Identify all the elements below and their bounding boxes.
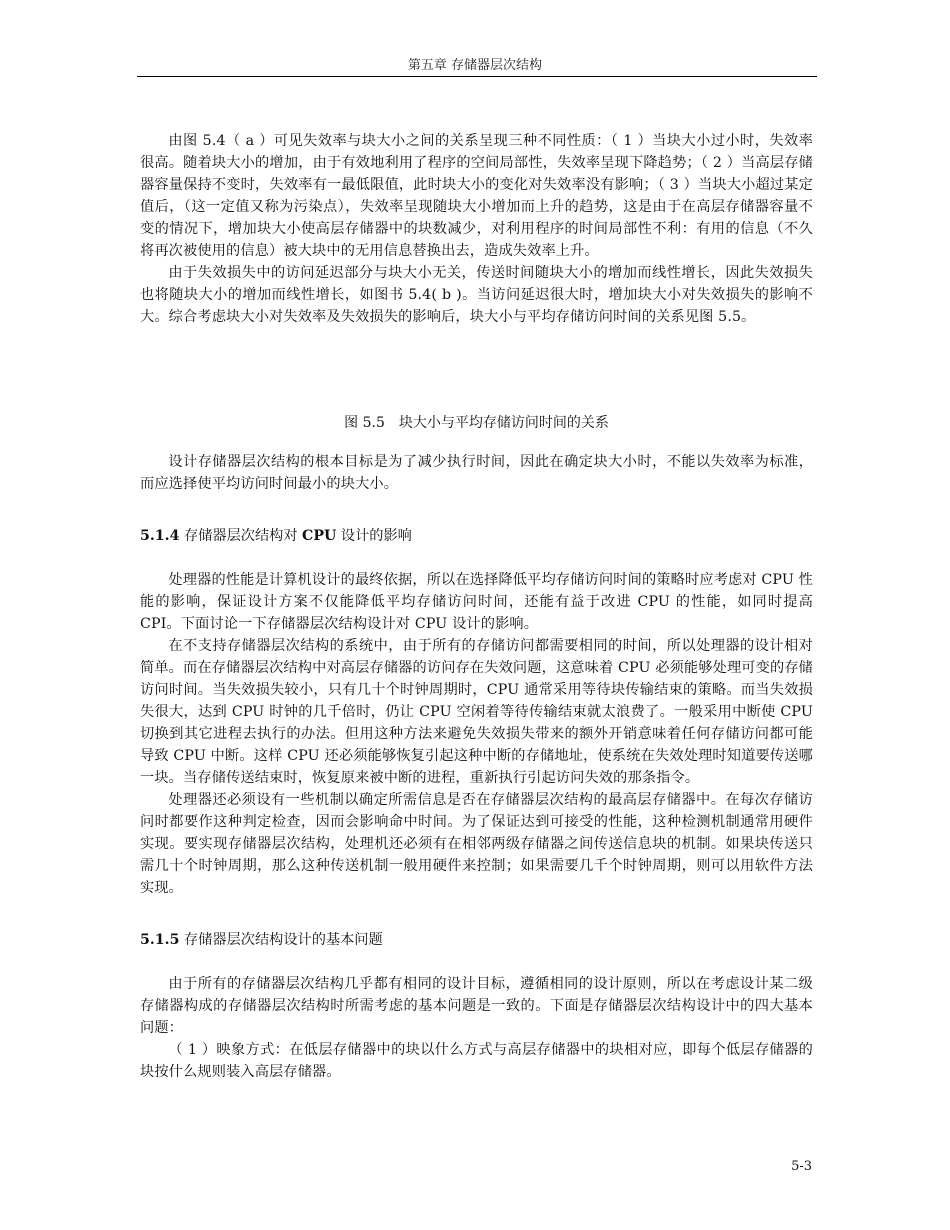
figure-placeholder — [140, 328, 813, 412]
section-number: 5.1.4 — [140, 528, 180, 544]
paragraph-design-goal: 设计存储器层次结构的根本目标是为了减少执行时间，因此在确定块大小时，不能以失效率为标准，而应选择使平均访问时间最小的块大小。 — [140, 454, 813, 492]
section-number: 5.1.5 — [140, 932, 180, 948]
paragraph-basic-problems: 由于所有的存储器层次结构几乎都有相同的设计目标，遵循相同的设计原则，所以在考虑设计某二级存储器构成的存储器层次结构时所需考虑的基本问题是一致的。下面是存储器层次结构设计中的四大基本问题： — [140, 976, 813, 1036]
section-title-part: 设计的影响 — [336, 528, 412, 544]
section-title-cpu: CPU — [302, 528, 337, 544]
section-heading-5-1-5 — [140, 929, 813, 951]
paragraph-mapping-method: （ 1 ）映象方式：在低层存储器中的块以什么方式与高层存储器中的块相对应，即每个低层存储器的块按什么规则装入高层存储器。 — [140, 1042, 813, 1080]
section-title-part: 存储器层次结构对 — [179, 528, 303, 544]
figure-caption: 图 5.5 块大小与平均存储访问时间的关系 — [344, 415, 609, 431]
header-rule — [137, 76, 817, 77]
paragraph-cpu-performance: 处理器的性能是计算机设计的最终依据，所以在选择降低平均存储访问时间的策略时应考虑对 CPU 性能的影响，保证设计方案不仅能降低平均存储访问时间，还能有益于改进 CPU 的性能，如同时提高 CPI。下面讨论一下存储器层次结构设计对 CPU 设计的影响。 — [140, 572, 813, 632]
page-number: 5-3 — [791, 1159, 812, 1174]
paragraph-miss-penalty: 由于失效损失中的访问延迟部分与块大小无关，传送时间随块大小的增加而线性增长，因此失效损失也将随块大小的增加而线性增长，如图书 5.4( b )。当访问延迟很大时，增加块大小对失效损失的影响不大。综合考虑块大小对失效率及失效损失的影响后，块大小与平均存储访问时间的关系见图 5.5。 — [140, 265, 813, 325]
section-heading-5-1-4 — [140, 525, 813, 547]
section-title: 存储器层次结构设计的基本问题 — [179, 932, 383, 948]
page-body — [140, 130, 813, 1083]
running-header-title: 第五章 存储器层次结构 — [407, 58, 543, 73]
paragraph-detection-mechanism: 处理器还必须设有一些机制以确定所需信息是否在存储器层次结构的最高层存储器中。在每次存储访问时都要作这种判定检查，因而会影响命中时间。为了保证达到可接受的性能，这种检测机制通常用硬件实现。要实现存储器层次结构，处理机还必须有在相邻两级存储器之间传送信息块的机制。如果块传送只需几十个时钟周期，那么这种传送机制一般用硬件来控制；如果需要几千个时钟周期，则可以用软件方法实现。 — [140, 792, 813, 896]
paragraph-variable-access-time: 在不支持存储器层次结构的系统中，由于所有的存储访问都需要相同的时间，所以处理器的设计相对简单。而在存储器层次结构中对高层存储器的访问存在失效问题，这意味着 CPU 必须能够处理可变的存储访问时间。当失效损失较小，只有几十个时钟周期时，CPU 通常采用等待块传输结束的策略。而当失效损失很大，达到 CPU 时钟的几千倍时，仍让 CPU 空闲着等待传输结束就太浪费了。一般采用中断使 CPU 切换到其它进程去执行的办法。但用这种方法来避免失效损失带来的额外开销意味着任何存储访问都可能导致 CPU 中断。这样 CPU 还必须能够恢复引起这种中断的存储地址，使系统在失效处理时知道要传送哪一块。当存储传送结束时，恢复原来被中断的进程，重新执行引起访问失效的那条指令。 — [140, 638, 813, 786]
paragraph-block-size-miss-rate: 由图 5.4（ a ）可见失效率与块大小之间的关系呈现三种不同性质：（ 1 ）当块大小过小时，失效率很高。随着块大小的增加，由于有效地利用了程序的空间局部性，失效率呈现下降趋势；（ 2 ）当高层存储器容量保持不变时，失效率有一最低限值，此时块大小的变化对失效率没有影响；（ 3 ）当块大小超过某定值后，（这一定值又称为污染点），失效率呈现随块大小增加而上升的趋势，这是由于在高层存储器容量不变的情况下，增加块大小使高层存储器中的块数减少，对利用程序的时间局部性不利：有用的信息（不久将再次被使用的信息）被大块中的无用信息替换出去，造成失效率上升。 — [140, 133, 813, 259]
